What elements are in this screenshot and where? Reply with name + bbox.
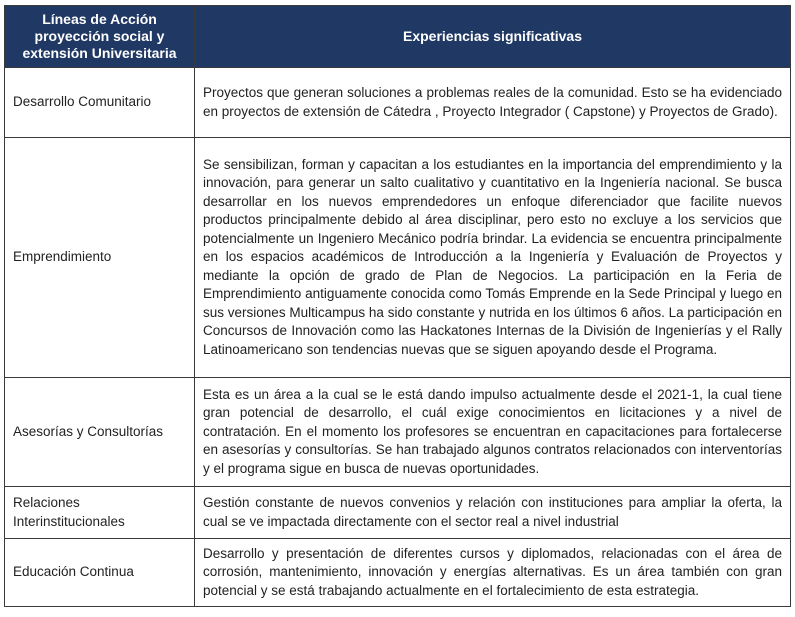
table-row	[5, 378, 791, 487]
table-row	[5, 68, 791, 138]
row-description: Gestión constante de nuevos convenios y relación con instituciones para ampliar la oferta, la cual se ve impactada directamente con el sector real a nivel industrial	[195, 487, 791, 539]
table-row	[5, 487, 791, 539]
row-category: Desarrollo Comunitario	[5, 68, 195, 138]
row-category: Emprendimiento	[5, 138, 195, 378]
action-lines-table	[4, 5, 791, 607]
header-experiences: Experiencias significativas	[195, 6, 791, 68]
row-description: Se sensibilizan, forman y capacitan a los estudiantes en la importancia del emprendimiento y la innovación, para generar un salto cualitativo y cuantitativo en la Ingeniería nacional. Se busca desarrollar en los nuevos emprendedores un enfoque diferenciador que facilite nuevos productos principalmente debido al área disciplinar, pero esto no excluye a los servicios que potencialmente un Ingeniero Mecánico podría brindar. La evidencia se encuentra principalmente en los espacios académicos de Introducción a la Ingeniería y Evaluación de Proyectos y mediante la opción de grado de Plan de Negocios. La participación en la Feria de Emprendimiento antiguamente conocida como Tomás Emprende en la Sede Principal y luego en sus versiones Multicampus ha sido constante y nutrida en los últimos 6 años. La participación en Concursos de Innovación como las Hackatones Internas de la División de Ingenierías y el Rally Latinoamericano son tendencias nuevas que se siguen apoyando desde el Programa.	[195, 138, 791, 378]
header-row	[5, 6, 791, 68]
row-category: Relaciones Interinstitucionales	[5, 487, 195, 539]
document-page	[4, 5, 790, 607]
header-action-lines: Líneas de Acción proyección social y extensión Universitaria	[5, 6, 195, 68]
row-description: Desarrollo y presentación de diferentes cursos y diplomados, relacionadas con el área de corrosión, mantenimiento, innovación y energías alternativas. Es un área también con gran potencial y se está trabajando actualmente en el fortalecimiento de esta estrategia.	[195, 539, 791, 607]
row-category: Asesorías y Consultorías	[5, 378, 195, 487]
row-description: Proyectos que generan soluciones a problemas reales de la comunidad. Esto se ha evidenciado en proyectos de extensión de Cátedra , Proyecto Integrador ( Capstone) y Proyectos de Grado).	[195, 68, 791, 138]
table-body	[5, 68, 791, 607]
table-row	[5, 138, 791, 378]
row-category: Educación Continua	[5, 539, 195, 607]
table-header	[5, 6, 791, 68]
table-row	[5, 539, 791, 607]
row-description: Esta es un área a la cual se le está dando impulso actualmente desde el 2021-1, la cual tiene gran potencial de desarrollo, el cuál exige conocimientos en licitaciones y a nivel de contratación. En el momento los profesores se encuentran en capacitaciones para fortalecerse en asesorías y consultorías. Se han trabajado algunos contratos relacionados con interventorías y el programa sigue en busca de nuevas oportunidades.	[195, 378, 791, 487]
